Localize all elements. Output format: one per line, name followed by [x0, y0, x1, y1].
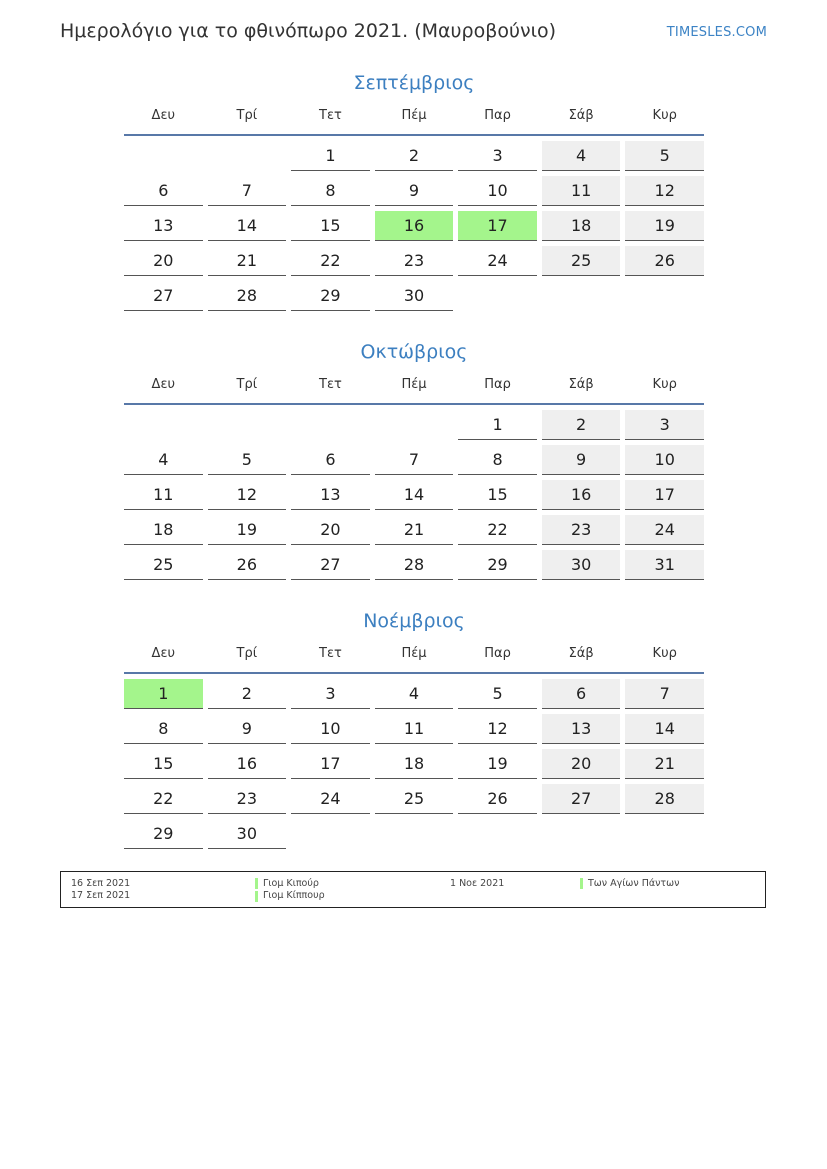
day-cell: 8 [458, 445, 537, 475]
empty-day-cell [375, 410, 454, 440]
day-cell: 28 [208, 281, 287, 311]
day-cell: 9 [208, 714, 287, 744]
day-cell: 22 [124, 784, 203, 814]
day-cell: 26 [208, 550, 287, 580]
day-cell: 9 [542, 445, 621, 475]
day-cell: 1 [458, 410, 537, 440]
day-cell: 17 [291, 749, 370, 779]
day-cell: 12 [625, 176, 704, 206]
day-cell: 20 [124, 246, 203, 276]
weekday-label: Κυρ [652, 646, 677, 661]
holiday-color-marker [255, 878, 258, 889]
page-title: Ημερολόγιο για το φθινόπωρο 2021. (Μαυροβούνιο) [60, 20, 557, 42]
empty-day-cell [124, 410, 203, 440]
day-cell: 28 [625, 784, 704, 814]
day-cell: 15 [458, 480, 537, 510]
weekday-label: Δευ [151, 377, 175, 392]
day-cell: 18 [375, 749, 454, 779]
day-cell: 25 [124, 550, 203, 580]
day-cell: 6 [542, 679, 621, 709]
day-cell: 5 [625, 141, 704, 171]
day-cell: 19 [458, 749, 537, 779]
day-cell: 12 [208, 480, 287, 510]
weekday-label: Παρ [484, 377, 511, 392]
holiday-legend [60, 871, 766, 908]
day-cell: 3 [458, 141, 537, 171]
weekday-label: Δευ [151, 108, 175, 123]
holiday-day-cell: 17 [458, 211, 537, 241]
empty-day-cell [124, 141, 203, 171]
day-cell: 16 [542, 480, 621, 510]
day-cell: 21 [208, 246, 287, 276]
legend-holiday-name: Γιομ Κίππουρ [263, 890, 325, 901]
empty-day-cell [291, 410, 370, 440]
day-cell: 22 [291, 246, 370, 276]
month-title: Σεπτέμβριος [353, 72, 475, 94]
day-cell: 24 [291, 784, 370, 814]
month-september [124, 69, 704, 311]
day-cell: 7 [625, 679, 704, 709]
day-cell: 29 [458, 550, 537, 580]
day-cell: 7 [208, 176, 287, 206]
legend-holiday-name: Γιομ Κιπούρ [263, 878, 319, 889]
day-cell: 26 [458, 784, 537, 814]
day-cell: 14 [375, 480, 454, 510]
day-cell: 9 [375, 176, 454, 206]
legend-date: 1 Νοε 2021 [450, 878, 505, 889]
weekday-label: Τρί [236, 108, 258, 123]
day-cell: 18 [542, 211, 621, 241]
day-cell: 24 [458, 246, 537, 276]
day-cell: 22 [458, 515, 537, 545]
day-cell: 6 [291, 445, 370, 475]
month-november [124, 607, 704, 849]
holiday-color-marker [580, 878, 583, 889]
day-cell: 4 [124, 445, 203, 475]
day-cell: 8 [291, 176, 370, 206]
weekday-label: Πέμ [401, 108, 427, 123]
day-cell: 5 [208, 445, 287, 475]
day-cell: 11 [542, 176, 621, 206]
weekday-label: Παρ [484, 108, 511, 123]
legend-holiday-name: Των Αγίων Πάντων [588, 878, 680, 889]
day-cell: 21 [375, 515, 454, 545]
weekday-label: Σάβ [568, 646, 594, 661]
day-cell: 13 [124, 211, 203, 241]
day-cell: 2 [375, 141, 454, 171]
day-cell: 4 [375, 679, 454, 709]
day-cell: 1 [291, 141, 370, 171]
day-cell: 11 [124, 480, 203, 510]
weekday-label: Σάβ [568, 377, 594, 392]
holiday-day-cell: 1 [124, 679, 203, 709]
day-cell: 27 [124, 281, 203, 311]
weekday-header [124, 106, 704, 136]
days-grid [124, 679, 704, 849]
weekday-label: Τετ [319, 108, 342, 123]
day-cell: 27 [291, 550, 370, 580]
weekday-label: Κυρ [652, 377, 677, 392]
day-cell: 10 [291, 714, 370, 744]
month-title: Νοέμβριος [363, 610, 465, 632]
day-cell: 29 [291, 281, 370, 311]
day-cell: 27 [542, 784, 621, 814]
day-cell: 14 [625, 714, 704, 744]
day-cell: 30 [375, 281, 454, 311]
day-cell: 21 [625, 749, 704, 779]
day-cell: 31 [625, 550, 704, 580]
day-cell: 23 [375, 246, 454, 276]
weekday-label: Τετ [319, 646, 342, 661]
day-cell: 15 [291, 211, 370, 241]
day-cell: 23 [542, 515, 621, 545]
day-cell: 17 [625, 480, 704, 510]
brand-link[interactable]: TIMESLES.COM [666, 25, 767, 40]
weekday-label: Τρί [236, 377, 258, 392]
day-cell: 19 [625, 211, 704, 241]
day-cell: 29 [124, 819, 203, 849]
weekday-label: Δευ [151, 646, 175, 661]
weekday-label: Τρί [236, 646, 258, 661]
day-cell: 25 [542, 246, 621, 276]
empty-day-cell [208, 410, 287, 440]
day-cell: 20 [542, 749, 621, 779]
holiday-day-cell: 16 [375, 211, 454, 241]
day-cell: 2 [208, 679, 287, 709]
day-cell: 30 [208, 819, 287, 849]
legend-date: 16 Σεπ 2021 [71, 878, 131, 889]
weekday-label: Σάβ [568, 108, 594, 123]
days-grid [124, 410, 704, 580]
day-cell: 20 [291, 515, 370, 545]
day-cell: 11 [375, 714, 454, 744]
day-cell: 8 [124, 714, 203, 744]
day-cell: 18 [124, 515, 203, 545]
legend-date: 17 Σεπ 2021 [71, 890, 131, 901]
day-cell: 15 [124, 749, 203, 779]
weekday-label: Πέμ [401, 377, 427, 392]
holiday-color-marker [255, 891, 258, 902]
day-cell: 7 [375, 445, 454, 475]
day-cell: 13 [291, 480, 370, 510]
day-cell: 3 [625, 410, 704, 440]
day-cell: 13 [542, 714, 621, 744]
day-cell: 16 [208, 749, 287, 779]
day-cell: 5 [458, 679, 537, 709]
day-cell: 23 [208, 784, 287, 814]
month-title: Οκτώβριος [360, 341, 468, 363]
weekday-label: Τετ [319, 377, 342, 392]
month-october [124, 338, 704, 580]
empty-day-cell [208, 141, 287, 171]
day-cell: 3 [291, 679, 370, 709]
weekday-header [124, 644, 704, 674]
day-cell: 19 [208, 515, 287, 545]
day-cell: 2 [542, 410, 621, 440]
day-cell: 28 [375, 550, 454, 580]
weekday-label: Κυρ [652, 108, 677, 123]
day-cell: 12 [458, 714, 537, 744]
weekday-header [124, 375, 704, 405]
day-cell: 24 [625, 515, 704, 545]
day-cell: 30 [542, 550, 621, 580]
weekday-label: Πέμ [401, 646, 427, 661]
day-cell: 4 [542, 141, 621, 171]
day-cell: 6 [124, 176, 203, 206]
day-cell: 14 [208, 211, 287, 241]
day-cell: 26 [625, 246, 704, 276]
day-cell: 10 [458, 176, 537, 206]
days-grid [124, 141, 704, 311]
day-cell: 10 [625, 445, 704, 475]
day-cell: 25 [375, 784, 454, 814]
weekday-label: Παρ [484, 646, 511, 661]
